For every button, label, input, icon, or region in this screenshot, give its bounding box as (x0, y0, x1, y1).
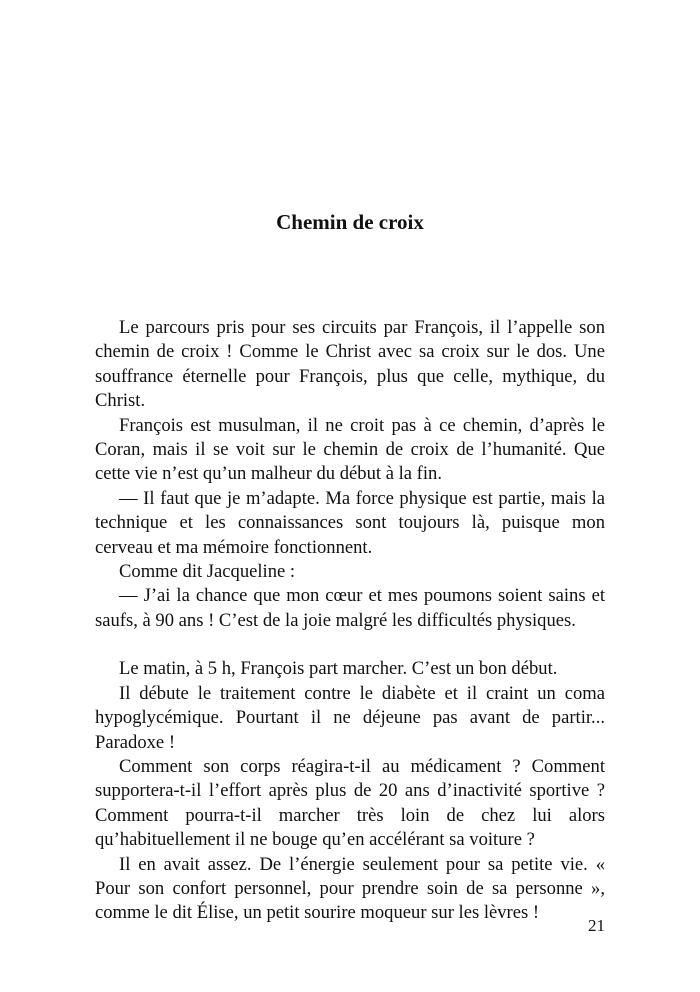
paragraph: — Il faut que je m’adapte. Ma force physique est partie, mais la technique et les connaissances sont toujours là, puisque mon cerveau et ma mémoire fonctionnent. (95, 487, 605, 558)
paragraph: Le matin, à 5 h, François part marcher. C’est un bon début. (119, 658, 558, 680)
paragraph: — J’ai la chance que mon cœur et mes poumons soient sains et saufs, à 90 ans ! C’est de la joie malgré les difficultés physiques. (95, 585, 605, 631)
paragraph: Il en avait assez. De l’énergie seulement pour sa petite vie. « Pour son confort personnel, pour prendre soin de sa personne », comme le dit Élise, un petit sourire moqueur sur les lèvres ! (95, 853, 605, 924)
page-number: 21 (588, 916, 605, 935)
paragraph: Comment son corps réagira-t-il au médicament ? Comment supportera-t-il l’effort après plus de 20 ans d’inactivité sportive ? Comment pourra-t-il marcher très loin de chez lui alors qu’habituellement il ne bouge qu’en accélérant sa voiture ? (95, 755, 605, 851)
paragraph: Comme dit Jacqueline : (119, 561, 296, 583)
chapter-body (95, 316, 605, 926)
chapter-title: Chemin de croix (276, 210, 424, 234)
paragraph: Le parcours pris pour ses circuits par François, il l’appelle son chemin de croix ! Comme le Christ avec sa croix sur le dos. Une souffrance éternelle pour François, plus que celle, mythique, du Christ. (95, 317, 605, 412)
paragraph: François est musulman, il ne croit pas à ce chemin, d’après le Coran, mais il se voit sur le chemin de croix de l’humanité. Que cette vie n’est qu’un malheur du début à la fin. (95, 414, 605, 485)
paragraph: Il débute le traitement contre le diabète et il craint un coma hypoglycémique. Pourtant il ne déjeune pas avant de partir... Paradoxe ! (95, 682, 605, 753)
